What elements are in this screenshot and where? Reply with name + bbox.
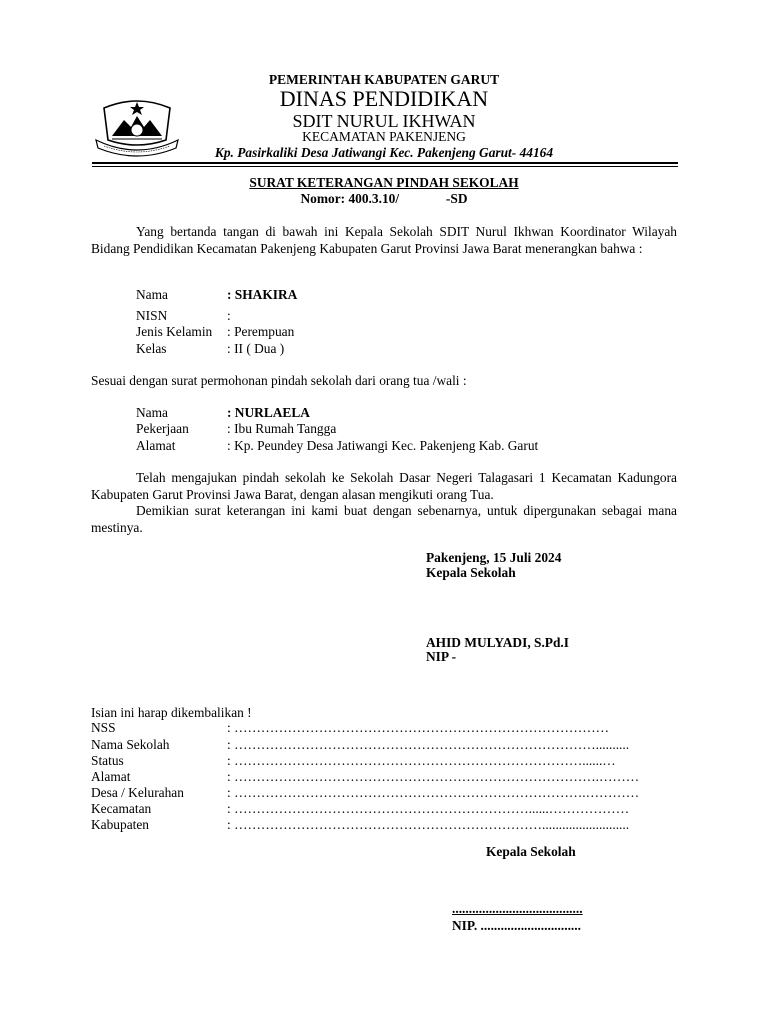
- header-divider-thick: [92, 162, 678, 164]
- parent-address-label: Alamat: [136, 438, 176, 453]
- school-name: SDIT NURUL IKHWAN: [292, 111, 476, 131]
- student-nisn-label: NISN: [136, 308, 168, 323]
- student-name-label: Nama: [136, 287, 168, 302]
- student-gender-value: : Perempuan: [227, 324, 295, 339]
- parent-job-value: : Ibu Rumah Tangga: [227, 421, 337, 436]
- form-signer-nip: NIP. ..............................: [452, 918, 581, 933]
- form-label-subdistrict: Kecamatan: [91, 801, 152, 816]
- signer-nip: NIP -: [426, 649, 457, 664]
- request-line: Sesuai dengan surat permohonan pindah sekolah dari orang tua /wali :: [91, 373, 467, 388]
- student-gender-label: Jenis Kelamin: [136, 324, 213, 339]
- student-class-label: Kelas: [136, 341, 167, 356]
- signer-position: Kepala Sekolah: [426, 565, 516, 580]
- form-field-village: : …………………………………………………………………….…………: [227, 785, 640, 800]
- form-signer-line: .......................................: [452, 901, 583, 916]
- intro-paragraph: Yang bertanda tangan di bawah ini Kepala Sekolah SDIT Nurul Ikhwan Koordinator Wilayah Bidang Pendidikan Kecamatan Pakenjeng Kabupaten Garut Provinsi Jawa Barat menerangkan bahwa :: [91, 224, 677, 256]
- district-name: KECAMATAN PAKENJENG: [302, 129, 466, 144]
- return-form-heading: Isian ini harap dikembalikan !: [91, 705, 252, 720]
- form-label-village: Desa / Kelurahan: [91, 785, 184, 800]
- form-field-regency: : ……………………………………………………………..........................: [227, 817, 630, 832]
- student-nisn-value: :: [227, 308, 231, 323]
- parent-name-value: : NURLAELA: [227, 405, 310, 420]
- place-date: Pakenjeng, 15 Juli 2024: [426, 550, 562, 565]
- form-signer-position: Kepala Sekolah: [486, 844, 576, 859]
- form-label-nss: NSS: [91, 720, 116, 735]
- form-label-school-name: Nama Sekolah: [91, 737, 170, 752]
- form-label-status: Status: [91, 753, 124, 768]
- form-field-address: : ……………………………………………………………………….………: [227, 769, 640, 784]
- letter-title: SURAT KETERANGAN PINDAH SEKOLAH: [249, 175, 519, 190]
- form-field-school-name: : ………………………………………………………………………..........: [227, 737, 630, 752]
- closing-paragraph: Demikian surat keterangan ini kami buat dengan sebenarnya, untuk dipergunakan sebagai mana mestinya.: [91, 503, 677, 535]
- parent-job-label: Pekerjaan: [136, 421, 189, 436]
- signer-name: AHID MULYADI, S.Pd.I: [426, 635, 569, 650]
- school-address: Kp. Pasirkaliki Desa Jatiwangi Kec. Pakenjeng Garut- 44164: [214, 145, 554, 160]
- form-field-status: : ……………………………………………………………………......…: [227, 753, 616, 768]
- header-divider-thin: [92, 166, 678, 167]
- student-name-value: : SHAKIRA: [227, 287, 298, 302]
- form-label-address: Alamat: [91, 769, 131, 784]
- student-class-value: : II ( Dua ): [227, 341, 285, 356]
- government-name: PEMERINTAH KABUPATEN GARUT: [268, 72, 500, 87]
- form-label-regency: Kabupaten: [91, 817, 150, 832]
- form-field-subdistrict: : …………………………………………………………......………………: [227, 801, 630, 816]
- form-field-nss: : …………………………………………………………………………: [227, 720, 610, 735]
- letter-number: Nomor: 400.3.10/ -SD: [300, 191, 468, 206]
- transfer-paragraph: Telah mengajukan pindah sekolah ke Sekolah Dasar Negeri Talagasari 1 Kecamatan Kadungora Kabupaten Garut Provinsi Jawa Barat, dengan alasan mengikuti orang Tua.: [91, 470, 677, 502]
- parent-name-label: Nama: [136, 405, 168, 420]
- department-name: DINAS PENDIDIKAN: [279, 86, 489, 111]
- parent-address-value: : Kp. Peundey Desa Jatiwangi Kec. Pakenjeng Kab. Garut: [227, 438, 539, 453]
